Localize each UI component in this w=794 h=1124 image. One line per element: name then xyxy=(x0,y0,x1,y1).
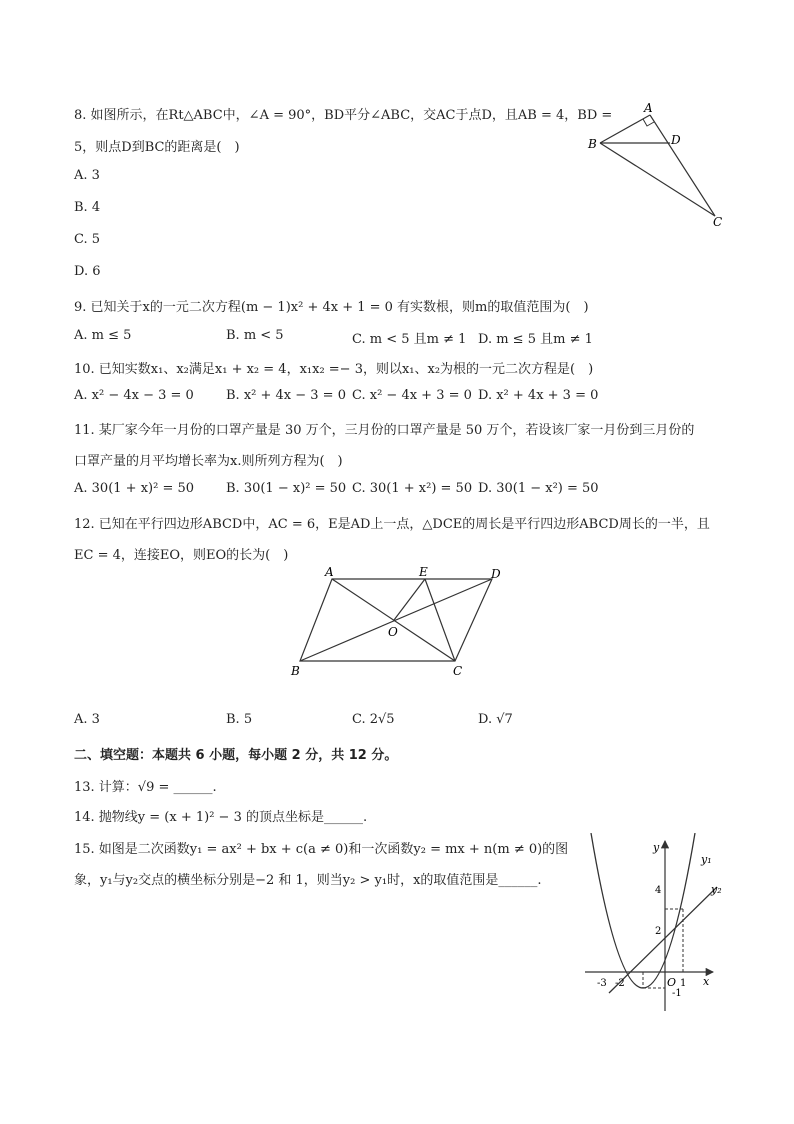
q10-option-b: B. x² + 4x − 3 = 0 xyxy=(226,388,346,403)
q8-segment-bc xyxy=(600,143,715,216)
q12-label-a: A xyxy=(325,565,334,579)
q15-tick-neg3: -3 xyxy=(597,978,607,989)
q12-option-d: D. √7 xyxy=(478,712,513,727)
q10-option-a: A. x² − 4x − 3 = 0 xyxy=(74,388,194,403)
q15-label-y-axis: y xyxy=(653,841,660,854)
q9-option-d: D. m ≤ 5 且m ≠ 1 xyxy=(478,332,593,347)
q10-option-d: D. x² + 4x + 3 = 0 xyxy=(478,388,599,403)
q15-tick-1: 1 xyxy=(680,978,687,989)
q8-right-angle-mark xyxy=(643,119,654,126)
q15-parabola-y1 xyxy=(591,833,695,988)
q12-option-c: C. 2√5 xyxy=(352,712,395,727)
q12-label-e: E xyxy=(419,565,428,579)
q8-label-d: D xyxy=(671,133,681,147)
q15-line-y2 xyxy=(609,887,717,993)
q15-label-x-axis: x xyxy=(703,975,710,988)
q10-option-c: C. x² − 4x + 3 = 0 xyxy=(352,388,472,403)
q12-label-o: O xyxy=(388,625,398,639)
q10-stem: 10. 已知实数x₁、x₂满足x₁ + x₂ = 4，x₁x₂ =− 3，则以x₁、x₂为根的一元二次方程是( ) xyxy=(74,362,594,377)
q12-label-d: D xyxy=(491,567,501,581)
q12-option-a: A. 3 xyxy=(74,712,100,727)
q13-stem: 13. 计算：√9 = ______. xyxy=(74,780,217,795)
q12-stem-line1: 12. 已知在平行四边形ABCD中，AC = 6，E是AD上一点，△DCE的周长是平行四边形ABCD周长的一半，且 xyxy=(74,517,710,532)
q9-option-c: C. m < 5 且m ≠ 1 xyxy=(352,332,467,347)
q8-segment-ac xyxy=(650,115,715,216)
q11-stem-line1: 11. 某厂家今年一月份的口罩产量是 30 万个，三月份的口罩产量是 50 万个，若设该厂家一月份到三月份的 xyxy=(74,423,695,438)
q8-triangle-figure xyxy=(580,98,730,230)
q15-tick-neg2: -2 xyxy=(615,978,625,989)
q15-label-origin: O xyxy=(667,976,677,989)
q15-graph-figure xyxy=(575,833,735,1013)
q8-label-a: A xyxy=(644,101,653,115)
q15-tick-2: 2 xyxy=(655,926,662,937)
q14-stem: 14. 抛物线y = (x + 1)² − 3 的顶点坐标是______. xyxy=(74,810,368,825)
q11-stem-line2: 口罩产量的月平均增长率为x.则所列方程为( ) xyxy=(74,454,343,469)
q15-label-y2: y₂ xyxy=(711,883,722,896)
q8-segment-ab xyxy=(600,115,650,143)
section-heading-fill-in: 二、填空题：本题共 6 小题，每小题 2 分，共 12 分。 xyxy=(74,748,398,763)
q8-option-d: D. 6 xyxy=(74,264,101,279)
q12-diagonal-ac xyxy=(332,579,455,661)
q15-stem-line2: 象，y₁与y₂交点的横坐标分别是−2 和 1，则当y₂ > y₁时，x的取值范围是______. xyxy=(74,873,542,888)
q9-stem: 9. 已知关于x的一元二次方程(m − 1)x² + 4x + 1 = 0 有实数根，则m的取值范围为( ) xyxy=(74,300,589,315)
q9-option-a: A. m ≤ 5 xyxy=(74,328,132,343)
q12-stem-line2: EC = 4，连接EO，则EO的长为( ) xyxy=(74,548,289,563)
q12-option-b: B. 5 xyxy=(226,712,253,727)
q15-tick-4: 4 xyxy=(655,885,662,896)
q12-segment-ec xyxy=(425,579,455,661)
q15-stem-line1: 15. 如图是二次函数y₁ = ax² + bx + c(a ≠ 0)和一次函数y₂ = mx + n(m ≠ 0)的图 xyxy=(74,842,569,857)
q8-label-c: C xyxy=(713,215,723,229)
q12-parallelogram-figure xyxy=(285,562,515,682)
q12-label-b: B xyxy=(291,664,300,678)
q15-tick-neg1: -1 xyxy=(672,988,682,999)
q8-option-c: C. 5 xyxy=(74,232,101,247)
q8-option-b: B. 4 xyxy=(74,200,101,215)
q12-diagonal-bd xyxy=(300,579,492,661)
q15-label-y1: y₁ xyxy=(701,853,712,866)
q8-option-a: A. 3 xyxy=(74,168,100,183)
q8-label-b: B xyxy=(588,137,597,151)
q12-label-c: C xyxy=(453,664,463,678)
q11-option-c: C. 30(1 + x²) = 50 xyxy=(352,481,473,496)
q8-stem-line1: 8. 如图所示，在Rt△ABC中，∠A = 90°，BD平分∠ABC，交AC于点D，且AB = 4，BD = xyxy=(74,108,613,123)
q8-stem-line2: 5，则点D到BC的距离是( ) xyxy=(74,140,240,155)
q11-option-b: B. 30(1 − x)² = 50 xyxy=(226,481,347,496)
q11-option-d: D. 30(1 − x²) = 50 xyxy=(478,481,599,496)
q11-option-a: A. 30(1 + x)² = 50 xyxy=(74,481,195,496)
q9-option-b: B. m < 5 xyxy=(226,328,284,343)
